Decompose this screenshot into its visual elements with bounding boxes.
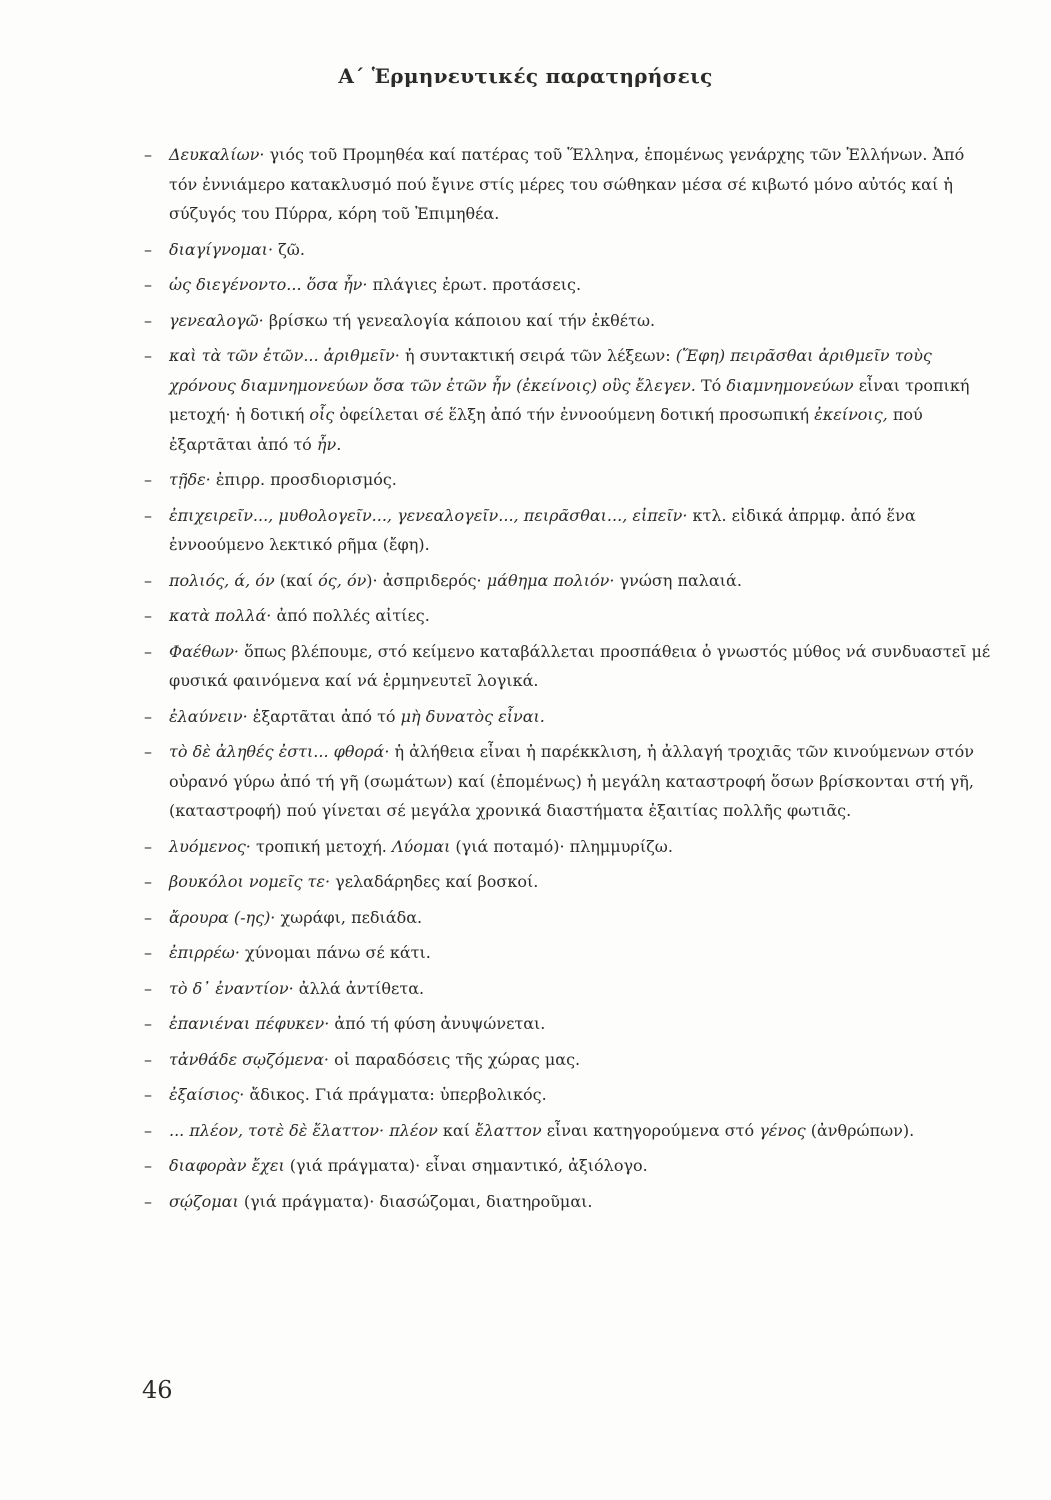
list-item xyxy=(144,1045,994,1075)
entry-dash: – xyxy=(144,706,152,726)
entry-dash: – xyxy=(144,1049,152,1069)
entry-lemma: ἐξαίσιος· xyxy=(169,1085,245,1104)
list-item xyxy=(144,1187,994,1217)
entry-dash: – xyxy=(144,470,152,489)
entry-gloss: χύνομαι πάνω σέ κάτι. xyxy=(239,943,431,962)
entry-term: οἷς xyxy=(309,405,335,424)
entry-lemma: Φαέθων· xyxy=(169,641,239,661)
entry-term: μὴ δυνατὸς εἶναι. xyxy=(400,706,545,726)
list-item xyxy=(144,903,994,933)
entry-lemma: βουκόλοι νομεῖς τε· xyxy=(169,872,331,891)
list-item xyxy=(144,140,994,229)
entry-dash: – xyxy=(144,505,152,525)
entry-dash: – xyxy=(144,1085,152,1104)
entry-gloss: ἀλλά ἀντίθετα. xyxy=(293,978,425,998)
list-item xyxy=(144,737,994,826)
entry-term: γένος xyxy=(759,1120,806,1140)
list-item xyxy=(144,637,994,696)
entry-term: ός, όν xyxy=(318,570,367,590)
list-item xyxy=(144,1151,994,1181)
entry-term: ἦν. xyxy=(316,434,342,454)
list-item xyxy=(144,501,994,560)
list-item xyxy=(144,867,994,897)
entry-text: ὀφείλεται σέ ἕλξη ἀπό τήν ἐννοούμενη δοτική προσωπική xyxy=(334,405,815,424)
entry-dash: – xyxy=(144,145,152,164)
list-item xyxy=(144,465,994,495)
entry-text: )· ἀσπριδερός· xyxy=(366,570,487,590)
glossary-list xyxy=(144,140,994,1216)
entry-lemma: τῇδε· xyxy=(169,470,211,489)
entry-dash: – xyxy=(144,275,152,294)
entry-dash: – xyxy=(144,346,152,365)
entry-dash: – xyxy=(144,1156,152,1175)
entry-text: πού ἐξαρτᾶται ἀπό τό xyxy=(169,405,923,454)
entry-lemma: σῴζομαι xyxy=(169,1191,239,1211)
entry-dash: – xyxy=(144,872,152,891)
entry-term: ἔλαττον xyxy=(475,1120,542,1140)
list-item xyxy=(144,235,994,265)
entry-gloss: χωράφι, πεδιάδα. xyxy=(275,907,423,927)
entry-gloss: (γιά πράγματα)· διασώζομαι, διατηροῦμαι. xyxy=(238,1191,593,1211)
list-item xyxy=(144,974,994,1004)
entry-gloss: οἱ παραδόσεις τῆς χώρας μας. xyxy=(329,1049,581,1069)
entry-gloss: γελαδάρηδες καί βοσκοί. xyxy=(330,872,539,891)
list-item xyxy=(144,938,994,968)
entry-lemma: ἐπιρρέω· xyxy=(169,943,240,962)
entry-gloss: πλάγιες ἐρωτ. προτάσεις. xyxy=(367,275,582,294)
list-item xyxy=(144,1009,994,1039)
entry-dash: – xyxy=(144,742,152,761)
entry-lemma: διαγίγνομαι· xyxy=(169,239,274,259)
list-item xyxy=(144,1116,994,1146)
entry-dash: – xyxy=(144,978,152,998)
entry-text: καί xyxy=(437,1120,476,1140)
list-item xyxy=(144,832,994,862)
entry-dash: – xyxy=(144,1120,152,1140)
list-item xyxy=(144,270,994,300)
list-item xyxy=(144,702,994,732)
entry-lemma: τἀνθάδε σῳζόμενα· xyxy=(169,1049,329,1069)
entry-dash: – xyxy=(144,606,152,625)
entry-text: Τό xyxy=(695,375,727,395)
entry-text: εἶναι τροπική μετοχή· ἡ δοτική xyxy=(169,375,970,424)
list-item xyxy=(144,566,994,596)
entry-gloss: ἄδικος. Γιά πράγματα: ὑπερβολικός. xyxy=(244,1085,547,1104)
entry-lemma: καὶ τὰ τῶν ἐτῶν... ἀριθμεῖν· xyxy=(169,346,400,365)
list-item xyxy=(144,306,994,336)
entry-gloss: ὅπως βλέπουμε, στό κείμενο καταβάλλεται προσπάθεια ὁ γνωστός μύθος νά συνδυαστεῖ μέ φυσικά φαινόμενα καί νά ἑρμηνευτεῖ λογικά. xyxy=(169,641,991,690)
entry-lemma: ἐπιχειρεῖν..., μυθολογεῖν..., γενεαλογεῖν..., πειρᾶσθαι..., εἰπεῖν· xyxy=(169,505,688,525)
entry-lemma: ἐπανιέναι πέφυκεν· xyxy=(169,1014,330,1033)
list-item xyxy=(144,601,994,631)
entry-lemma: ἄρουρα (-ης)· xyxy=(169,907,276,927)
entry-dash: – xyxy=(144,641,152,661)
entry-term: Λύομαι xyxy=(391,836,451,856)
entry-lemma: διαφορὰν ἔχει xyxy=(169,1156,285,1175)
entry-gloss: ἐξαρτᾶται ἀπό τό xyxy=(247,706,401,726)
entry-gloss: γνώση παλαιά. xyxy=(614,570,742,590)
entry-lemma: τὸ δ᾽ ἐναντίον· xyxy=(169,978,294,998)
entry-gloss: (ἀνθρώπων). xyxy=(805,1120,915,1140)
entry-dash: – xyxy=(144,943,152,962)
entry-gloss: ἡ ἀλήθεια εἶναι ἡ παρέκκλιση, ἡ ἀλλαγή τροχιᾶς τῶν κινούμενων στόν οὐρανό γύρω ἀπό τή γῆ (σωμάτων) καί (ἑπομένως) ἡ μεγάλη καταστροφή ὅσων βρίσκονται στή γῆ, (καταστροφή) πού γίνεται σέ μεγάλα χρονικά διαστήματα ἐξαιτίας πολλῆς φωτιᾶς. xyxy=(169,742,975,820)
entry-gloss: ἀπό πολλές αἰτίες. xyxy=(271,606,430,625)
entry-gloss: γιός τοῦ Προμηθέα καί πατέρας τοῦ Ἕλληνα, ἑπομένως γενάρχης τῶν Ἑλλήνων. Ἀπό τόν ἐννιάμερο κατακλυσμό πού ἔγινε στίς μέρες του σώθηκαν μέσα σέ κιβωτό μόνο αὐτός καί ἡ σύζυγός του Πύρρα, κόρη τοῦ Ἐπιμηθέα. xyxy=(169,145,965,223)
entry-dash: – xyxy=(144,310,152,330)
entry-text: (καί xyxy=(274,570,319,590)
entry-term: ἐκείνοις, xyxy=(814,405,888,424)
page-number: 46 xyxy=(142,1376,173,1404)
entry-gloss: ἀπό τή φύση ἀνυψώνεται. xyxy=(329,1014,546,1033)
entry-term: μάθημα πολιόν· xyxy=(486,570,615,590)
entry-syntax: (Ἔφη) πειρᾶσθαι ἀριθμεῖν τοὺς χρόνους διαμνημονεύων ὅσα τῶν ἐτῶν ἦν (ἐκείνοις) οὓς ἔλεγεν. xyxy=(169,346,932,395)
entry-lemma: τὸ δὲ ἀληθές ἐστι... φθορά· xyxy=(169,742,390,761)
entry-dash: – xyxy=(144,907,152,927)
entry-lemma: Δευκαλίων· xyxy=(169,145,265,164)
entry-gloss: τροπική μετοχή. xyxy=(250,836,392,856)
entry-text: εἶναι κατηγορούμενα στό xyxy=(541,1120,760,1140)
entry-lemma: κατὰ πολλά· xyxy=(169,606,272,625)
entry-lemma: λυόμενος· xyxy=(169,836,251,856)
entry-gloss: κτλ. εἰδικά ἀπρμφ. ἀπό ἕνα ἐννοούμενο λεκτικό ρῆμα (ἔφη). xyxy=(169,505,916,554)
entry-dash: – xyxy=(144,570,152,590)
entry-lemma: πολιός, ά, όν xyxy=(169,570,275,590)
list-item xyxy=(144,341,994,459)
entry-dash: – xyxy=(144,239,152,259)
entry-lemma: ὡς διεγένοντο... ὅσα ἦν· xyxy=(169,275,368,294)
entry-gloss: (γιά πράγματα)· εἶναι σημαντικό, ἀξιόλογο. xyxy=(284,1156,648,1175)
entry-gloss: ἡ συντακτική σειρά τῶν λέξεων: xyxy=(399,346,676,365)
entry-term: πλέον xyxy=(384,1120,438,1140)
entry-lemma: ... πλέον, τοτὲ δὲ ἔλαττον· xyxy=(169,1120,385,1140)
entry-dash: – xyxy=(144,1191,152,1211)
entry-gloss: βρίσκω τή γενεαλογία κάποιου καί τήν ἐκθέτω. xyxy=(263,310,656,330)
entry-text: (γιά ποταμό)· πλημμυρίζω. xyxy=(450,836,673,856)
entry-gloss: ζῶ. xyxy=(273,239,305,259)
entry-gloss: ἐπιρρ. προσδιορισμός. xyxy=(210,470,397,489)
entry-term: διαμνημονεύων xyxy=(726,375,854,395)
entry-dash: – xyxy=(144,1014,152,1033)
page-title: Α΄ Ἑρμηνευτικές παρατηρήσεις xyxy=(338,64,713,88)
entry-lemma: ἐλαύνειν· xyxy=(169,706,248,726)
entry-dash: – xyxy=(144,836,152,856)
entry-lemma: γενεαλογῶ· xyxy=(169,310,264,330)
list-item xyxy=(144,1080,994,1110)
